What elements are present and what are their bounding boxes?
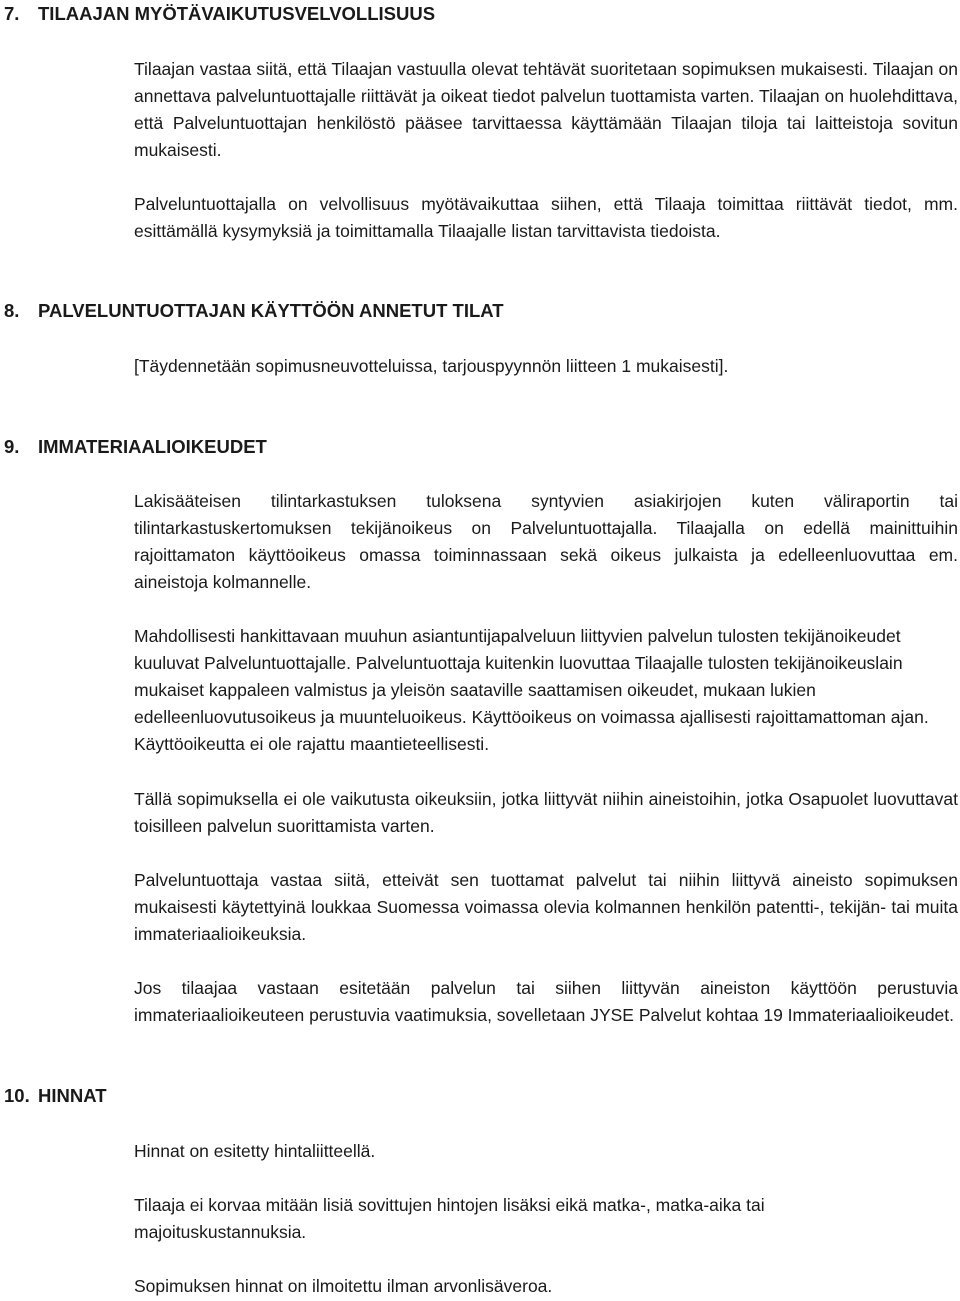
section-10-paragraph-3: Sopimuksen hinnat on ilmoitettu ilman arvonlisäveroa. xyxy=(134,1276,553,1296)
section-9-heading xyxy=(4,435,267,459)
section-number: 10. xyxy=(4,1085,30,1106)
section-10-paragraph-2: Tilaaja ei korvaa mitään lisiä sovittujen hintojen lisäksi eikä matka-, matka-aika tai majoituskustannuksia. xyxy=(134,1195,765,1242)
section-8-paragraph-1: [Täydennetään sopimusneuvotteluissa, tarjouspyynnön liitteen 1 mukaisesti]. xyxy=(134,356,729,376)
section-number: 9. xyxy=(4,436,20,457)
section-9-paragraph-5: Jos tilaajaa vastaan esitetään palvelun tai siihen liittyvän aineiston käyttöön perustuvia immateriaalioikeuteen perustuvia vaatimuksia, sovelletaan JYSE Palvelut kohtaa 19 Immateriaalioikeudet. xyxy=(134,978,958,1025)
section-10-paragraph-1: Hinnat on esitetty hintaliitteellä. xyxy=(134,1141,376,1161)
section-9-paragraph-1: Lakisääteisen tilintarkastuksen tuloksena syntyvien asiakirjojen kuten väliraportin tai tilintarkastuskertomuksen tekijänoikeus on Palveluntuottajalla. Tilaajalla on edellä mainittuihin rajoittamaton käyttöoikeus omassa toiminnassaan sekä oikeus julkaista ja edelleenluovuttaa em. aineistoja kolmannelle. xyxy=(134,491,958,592)
section-number: 8. xyxy=(4,300,20,321)
section-title: TILAAJAN MYÖTÄVAIKUTUSVELVOLLISUUS xyxy=(38,3,436,24)
section-title: PALVELUNTUOTTAJAN KÄYTTÖÖN ANNETUT TILAT xyxy=(38,300,504,321)
section-9-paragraph-3: Tällä sopimuksella ei ole vaikutusta oikeuksiin, jotka liittyvät niihin aineistoihin, jotka Osapuolet luovuttavat toisilleen palvelun suorittamista varten. xyxy=(134,789,958,836)
section-7-paragraph-1: Tilaajan vastaa siitä, että Tilaajan vastuulla olevat tehtävät suoritetaan sopimuksen mukaisesti. Tilaajan on annettava palveluntuottajalle riittävät ja oikeat tiedot palvelun tuottamista varten. Tilaajan on huolehdittava, että Palveluntuottajan henkilöstö pääsee tarvittaessa käyttämään Tilaajan tiloja tai laitteistoja sovitun mukaisesti. xyxy=(134,59,958,160)
section-title: HINNAT xyxy=(38,1085,107,1106)
section-9-paragraph-4: Palveluntuottaja vastaa siitä, etteivät sen tuottamat palvelut tai niihin liittyvä aineisto sopimuksen mukaisesti käytettyinä loukkaa Suomessa voimassa olevia kolmannen henkilön patentti-, tekijän- tai muita immateriaalioikeuksia. xyxy=(134,870,958,944)
section-7-heading xyxy=(4,2,435,26)
section-9-paragraph-2: Mahdollisesti hankittavaan muuhun asiantuntijapalveluun liittyvien palvelun tulosten tekijänoikeudet kuuluvat Palveluntuottajalle. Palveluntuottaja kuitenkin luovuttaa Tilaajalle tulosten tekijänoikeuslain mukaiset kappaleen valmistus ja yleisön saataville saattamisen oikeudet, mukaan lukien edelleenluovutusoikeus ja muunteluoikeus. Käyttöoikeus on voimassa ajallisesti rajoittamattoman ajan. Käyttöoikeutta ei ole rajattu maantieteellisesti. xyxy=(134,626,929,754)
section-10-heading xyxy=(4,1084,107,1108)
section-number: 7. xyxy=(4,3,20,24)
section-7-paragraph-2: Palveluntuottajalla on velvollisuus myötävaikuttaa siihen, että Tilaaja toimittaa riittävät tiedot, mm. esittämällä kysymyksiä ja toimittamalla Tilaajalle listan tarvittavista tiedoista. xyxy=(134,194,958,241)
section-8-heading xyxy=(4,299,504,323)
section-title: IMMATERIAALIOIKEUDET xyxy=(38,436,267,457)
